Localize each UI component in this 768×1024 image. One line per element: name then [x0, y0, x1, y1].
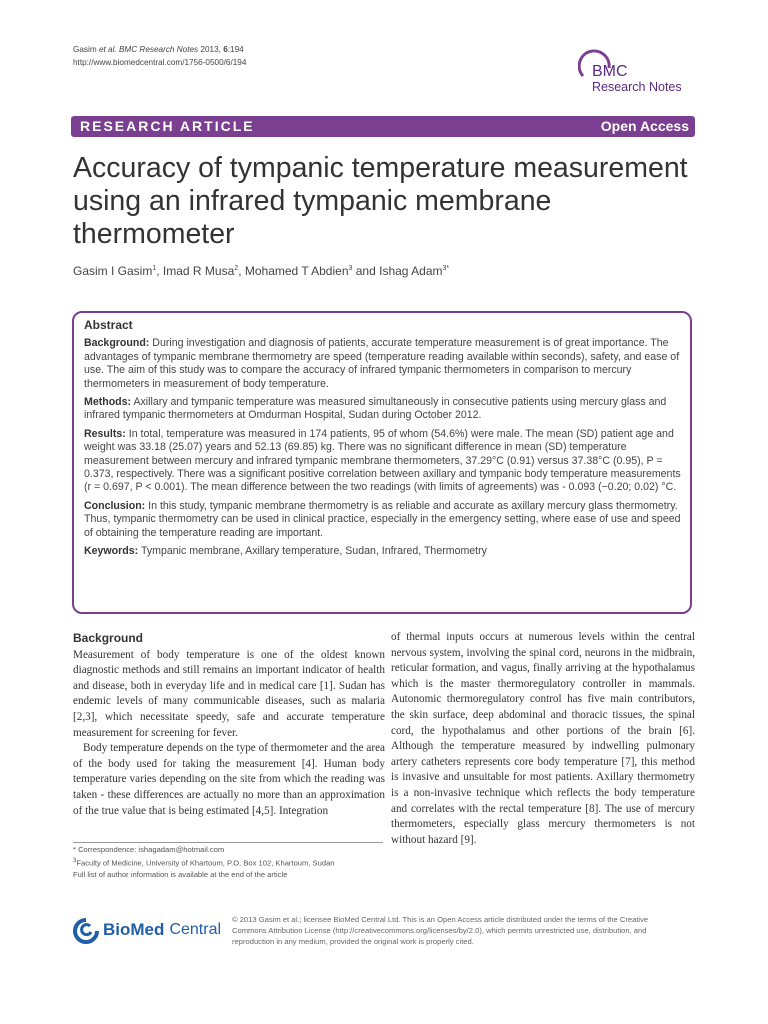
- body-right-column: [391, 630, 695, 848]
- author-affiliation: 3*: [442, 265, 450, 272]
- logo-biomed-text: BioMed: [103, 920, 165, 939]
- article-title: Accuracy of tympanic temperature measurement using an infrared tympanic membrane thermometer: [73, 152, 688, 250]
- body-paragraph: Measurement of body temperature is one of the oldest known diagnostic methods and still remains an important indicator of health and disease, both in everyday life and in medical care [1]. Sudan has endemic levels of many communicable diseases, such as malaria [2,3], which necessitate speedy, safe and accurate temperature measurement for screening for fever.: [73, 648, 385, 739]
- author-name[interactable]: Mohamed T Abdien: [244, 264, 349, 278]
- article-type-banner: [71, 116, 695, 137]
- logo-line1: BMC: [592, 63, 628, 80]
- author-affiliation: 3: [348, 265, 353, 272]
- open-access-label: Open Access: [600, 118, 689, 134]
- affiliation-note: $^3$Faculty of Medicine, University of Khartoum, P.O. Box 102, Khartoum, Sudan: [73, 857, 335, 868]
- author-affiliation: 2: [234, 265, 239, 272]
- abstract-background: Background: During investigation and diagnosis of patients, accurate temperature measurement is of great importance. The advantages of tympanic membrane thermometry are speed (temperature reading available within seconds), safety, and ease of use. The aim of this study was to compare the accuracy of infrared tympanic thermometers in comparison to mercury thermometers in measurement of body temperature.: [84, 337, 680, 390]
- article-type-label: RESEARCH ARTICLE: [80, 118, 255, 134]
- abstract-methods: Methods: Axillary and tympanic temperature was measured simultaneously in consecutive patients using mercury glass and infrared tympanic thermometers at Omdurman Hospital, Sudan during October 2012.: [84, 396, 667, 422]
- body-paragraph: of thermal inputs occurs at numerous levels within the central nervous system, involving the spinal cord, neurons in the midbrain, reticular formation, and vagus, finally arriving at the hypothalamus which is the master thermoregulatory controller in mammals. Autonomic thermoregulatory control has five main contributors, the skin surface, deep abdominal and thoracic tissues, the spinal cord, the hypothalamus and other portions of the brain [6]. Although the temperature measured by indwelling pulmonary artery catheters represents core body temperature [7], this method is invasive and unsuitable for most patients. Axillary thermometry is a non-invasive technique which reflects the body temperature and correlates with the rectal temperature [8]. The use of mercury thermometers, especially glass mercury thermometers is not without hazard [9].: [391, 631, 695, 846]
- author-name[interactable]: Imad R Musa: [162, 264, 235, 278]
- author-name[interactable]: Gasim I Gasim: [73, 264, 153, 278]
- abstract-keywords: Keywords: Tympanic membrane, Axillary temperature, Sudan, Infrared, Thermometry: [84, 545, 487, 558]
- body-paragraph: Body temperature depends on the type of thermometer and the area of the body used for taking the measurement [4]. Human body temperature varies depending on the site from which the reading was taken - these differences are actually no more than an approximation of the true value that is being estimated [4,5]. Integration: [73, 742, 385, 817]
- body-left-column: [73, 631, 385, 819]
- citation-year: 2013,: [200, 45, 221, 54]
- author-affiliation: 1: [152, 265, 157, 272]
- citation-article: :194: [227, 45, 244, 54]
- biomed-swirl-icon: [73, 918, 99, 944]
- citation-volume: 6: [223, 45, 228, 54]
- abstract-conclusion: Conclusion: In this study, tympanic membrane thermometry is as reliable and accurate as axillary mercury glass thermometry. Thus, tympanic thermometry can be used in clinical practice, especially in the emergency setting, where ease of use and speed of obtaining the temperature reading are important.: [84, 499, 681, 539]
- biomed-central-logo: [73, 916, 223, 946]
- abstract-heading: Abstract: [84, 318, 133, 332]
- logo-line2: Research Notes: [592, 80, 682, 94]
- citation-url[interactable]: http://www.biomedcentral.com/1756-0500/6/194: [73, 57, 247, 67]
- citation-author: Gasim: [73, 45, 97, 54]
- citation-journal: et al. BMC Research Notes: [98, 45, 199, 54]
- author-info-note: Full list of author information is available at the end of the article: [73, 869, 288, 879]
- correspondence-note: * Correspondence: ishagadam@hotmail.com: [73, 845, 225, 854]
- footnotes: [73, 842, 383, 880]
- author-list: Gasim I Gasim$^1$, Imad R Musa$^2$, Mohamed T Abdien$^3$ and Ishag Adam$^{3*}$: [73, 264, 450, 278]
- section-heading-background: Background: [73, 631, 144, 645]
- abstract-box: [72, 311, 692, 614]
- abstract-results: Results: In total, temperature was measured in 174 patients, 95 of whom (54.6%) were male. The mean (SD) patient age and weight was 33.18 (25.07) years and 52.13 (69.85) kg. There was no significant difference in mean (SD) temperature measurement between mercury and infrared tympanic membrane thermometers, 37.29°C (0.91) versus 37.38°C (0.95), P = 0.373, respectively. There was a significant positive correlation between axillary and tympanic body temperature measurements (r = 0.697, P < 0.001). The mean difference between the two readings (with limits of agreements) was - 0.093 (−0.20; 0.02) °C.: [84, 427, 681, 494]
- bmc-research-notes-logo: [578, 46, 696, 102]
- citation-header: [73, 44, 246, 69]
- copyright-notice: © 2013 Gasim et al.; licensee BioMed Central Ltd. This is an Open Access article distributed under the terms of the Creative Commons Attribution License (http://creativecommons.org/licenses/by/2.0), which permits unrestricted use, distribution, and reproduction in any medium, provided the original work is properly cited.: [232, 915, 649, 946]
- author-name[interactable]: Ishag Adam: [379, 264, 443, 278]
- logo-central-text: Central: [165, 921, 222, 938]
